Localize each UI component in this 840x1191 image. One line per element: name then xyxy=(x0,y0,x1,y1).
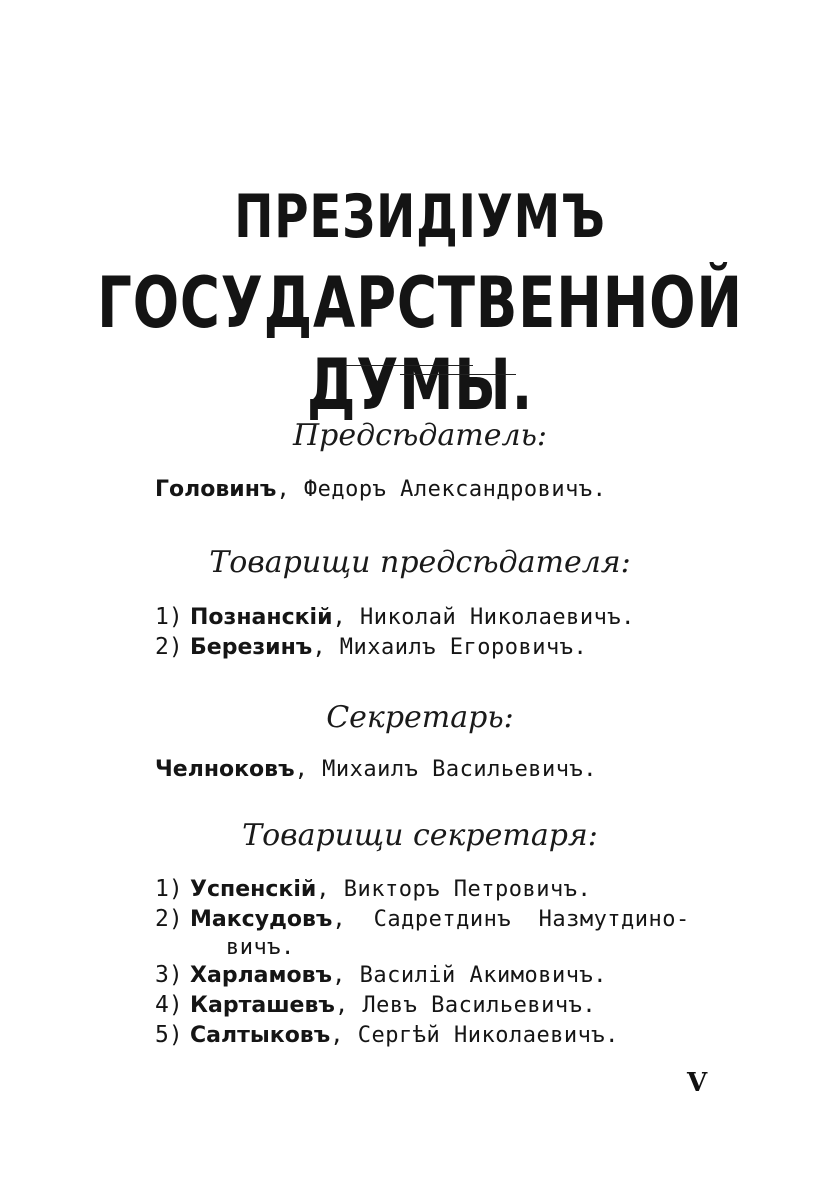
title-line-1: ПРЕЗИДІУМЪ xyxy=(234,182,606,252)
entry-surname: Познанскій xyxy=(190,605,333,630)
deputy-secretary-entry-1 xyxy=(155,876,591,902)
section-heading-chairman: Предсѣдатель: xyxy=(292,418,548,453)
entry-rest: , Николай Николаевичъ. xyxy=(332,605,635,630)
entry-rest: , Василій Акимовичъ. xyxy=(332,963,607,988)
deputy-secretary-entry-2 xyxy=(155,906,690,932)
entry-surname: Березинъ xyxy=(190,635,313,660)
entry-surname: Максудовъ xyxy=(190,907,333,932)
entry-rest: , Сергѣй Николаевичъ. xyxy=(330,1023,619,1048)
deputy-secretary-entry-3 xyxy=(155,962,607,988)
entry-surname: Головинъ xyxy=(155,477,277,502)
entry-surname: Челноковъ xyxy=(155,757,295,782)
entry-surname: Успенскій xyxy=(190,877,317,902)
entry-surname: Харламовъ xyxy=(190,963,333,988)
entry-rest: , Садретдинъ Назмутдино- xyxy=(332,907,690,932)
deputy-secretary-entry-4 xyxy=(155,992,596,1018)
title-line-2: ГОСУДАРСТВЕННОЙ ДУМЫ. xyxy=(97,262,743,426)
entry-number: 4) xyxy=(155,992,183,1018)
page-number: V xyxy=(687,1068,708,1098)
entry-surname: Салтыковъ xyxy=(190,1023,331,1048)
deputy-chairman-entry-1 xyxy=(155,604,635,630)
chairman-entry xyxy=(155,476,606,502)
entry-rest: , Михаилъ Егоровичъ. xyxy=(312,635,588,660)
entry-surname: Карташевъ xyxy=(190,993,335,1018)
entry-number: 1) xyxy=(155,876,183,902)
entry-number: 2) xyxy=(155,906,183,932)
entry-rest: , Михаилъ Васильевичъ. xyxy=(294,757,598,782)
section-heading-deputy-secretaries: Товарищи секретаря: xyxy=(242,818,598,853)
entry-rest: , Левъ Васильевичъ. xyxy=(334,993,597,1018)
entry-rest: , Викторъ Петровичъ. xyxy=(316,877,592,902)
deputy-secretary-entry-2-continuation xyxy=(226,934,295,960)
secretary-entry xyxy=(155,756,597,782)
section-heading-deputy-chairmen: Товарищи предсѣдателя: xyxy=(209,545,631,580)
section-heading-secretary: Секретарь: xyxy=(326,700,514,735)
divider-rule-bottom xyxy=(400,374,516,375)
divider-rule-top xyxy=(345,365,473,366)
entry-rest: , Федоръ Александровичъ. xyxy=(276,477,607,502)
entry-number: 3) xyxy=(155,962,183,988)
deputy-chairman-entry-2 xyxy=(155,634,587,660)
entry-number: 2) xyxy=(155,634,183,660)
entry-number: 5) xyxy=(155,1022,183,1048)
entry-continuation: вичъ. xyxy=(226,935,295,960)
deputy-secretary-entry-5 xyxy=(155,1022,619,1048)
entry-number: 1) xyxy=(155,604,183,630)
